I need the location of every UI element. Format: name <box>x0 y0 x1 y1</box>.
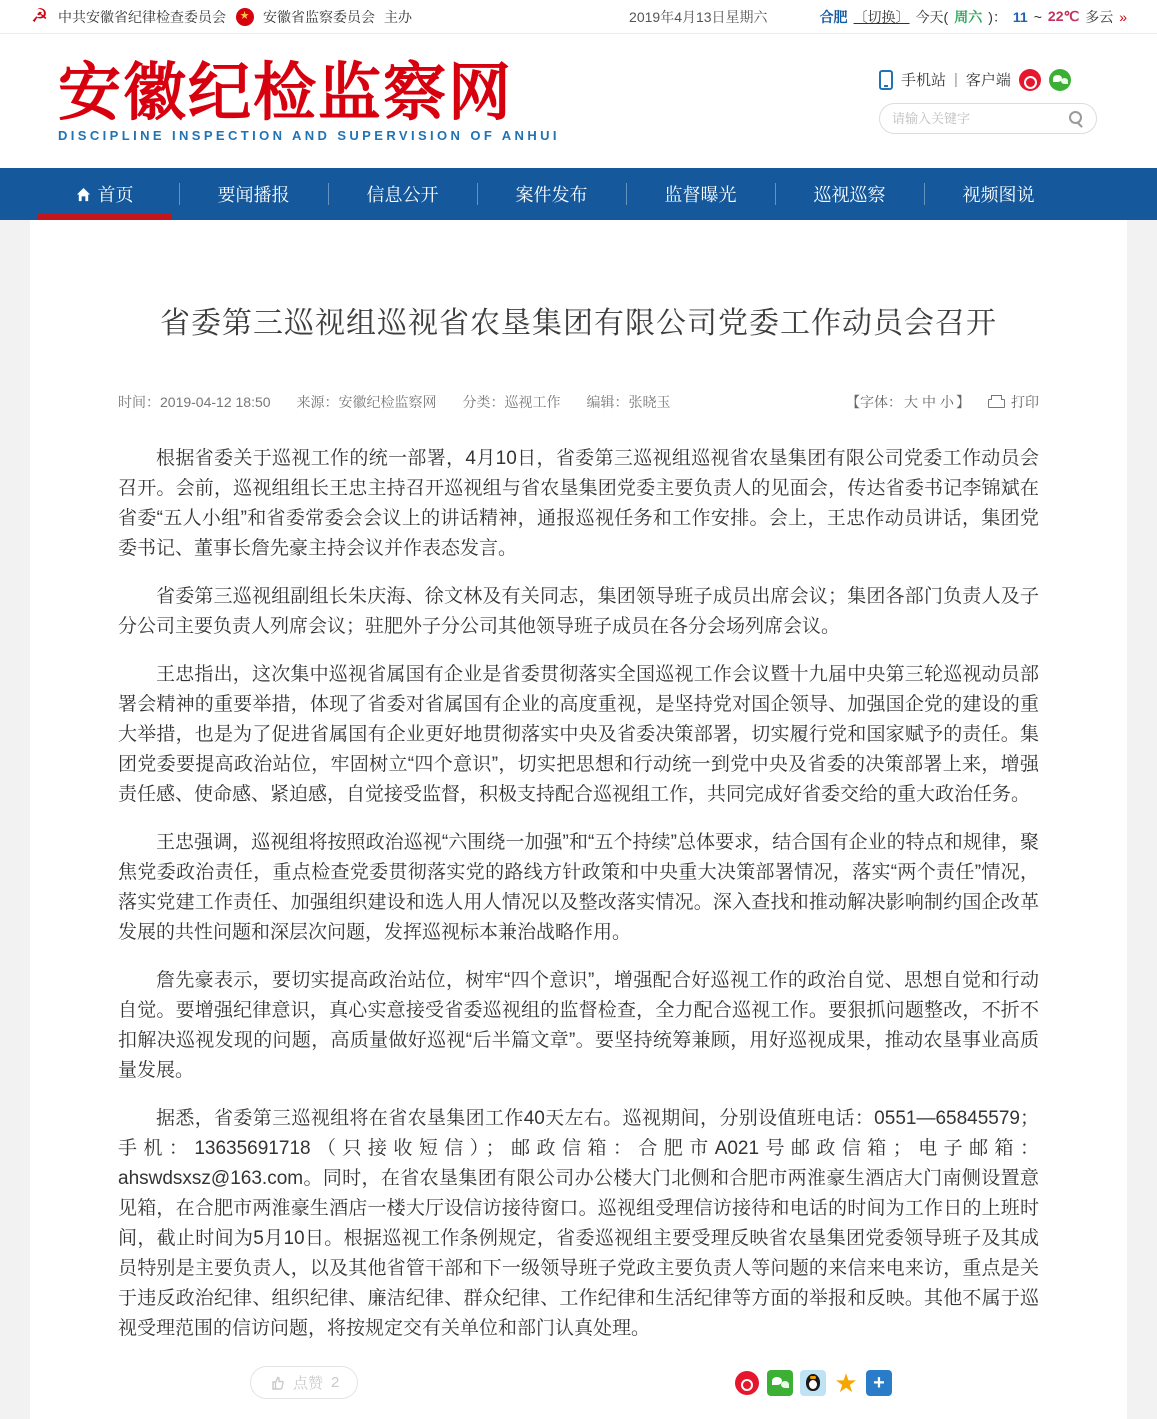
article-footer <box>118 1366 1039 1399</box>
mobile-site-link[interactable]: 手机站 <box>901 72 947 89</box>
org1-label: 中共安徽省纪律检查委员会 <box>58 8 226 25</box>
meta-time: 时间：2019-04-12 18:50 <box>118 394 271 410</box>
weather-condition: 多云 <box>1085 8 1114 25</box>
font-size-large[interactable]: 大 <box>904 394 918 410</box>
city-switch-link[interactable]: 〔切换〕 <box>853 8 910 25</box>
font-size-medium[interactable]: 中 <box>922 394 936 410</box>
paragraph: 根据省委关于巡视工作的统一部署，4月10日，省委第三巡视组巡视省农垦集团有限公司党委工作动员会召开。会前，巡视组组长王忠主持召开巡视组与省农垦集团党委主要负责人的见面会，传达省委书记李锦斌在省委“五人小组”和省委常委会会议上的讲话精神，通报巡视任务和工作安排。会上，王忠作动员讲话，集团党委书记、董事长詹先豪主持会议并作表态发言。 <box>118 448 1039 559</box>
weibo-icon[interactable] <box>1019 69 1041 91</box>
meta-category: 分类：巡视工作 <box>462 394 561 410</box>
article-body <box>118 444 1039 1344</box>
paragraph: 王忠指出，这次集中巡视省属国有企业是省委贯彻落实全国巡视工作会议暨十九届中央第三轮巡视动员部署会精神的重要举措，体现了省委对省属国有企业的高度重视，是坚持党对国企领导、加强国企党的建设的重大举措，也是为了促进省属国有企业更好地贯彻落实中央及省委决策部署，切实履行党和国家赋予的责任。集团党委要提高政治站位，牢固树立“四个意识”，切实把思想和行动统一到党中央及省委的决策部署上来，增强责任感、使命感、紧迫感，自觉接受监督，积极支持配合巡视组工作，共同完成好省委交给的重大政治任务。 <box>118 664 1039 805</box>
font-size-small[interactable]: 小 <box>940 394 954 410</box>
share-wechat-icon[interactable] <box>767 1370 793 1396</box>
top-utility-bar <box>0 0 1157 34</box>
site-header <box>0 34 1157 168</box>
quick-links-divider: | <box>954 71 958 88</box>
meta-editor: 编辑：张晓玉 <box>586 394 671 410</box>
like-label: 点赞 <box>293 1375 324 1392</box>
like-count: 2 <box>331 1374 340 1391</box>
site-title: 安徽纪检监察网 <box>58 54 513 129</box>
home-icon <box>76 187 91 202</box>
like-button[interactable] <box>250 1366 358 1399</box>
temp-high: 22℃ <box>1047 8 1080 24</box>
font-ctl-open: 【字体： <box>846 394 902 410</box>
site-logo[interactable] <box>58 54 560 144</box>
share-qq-icon[interactable] <box>800 1370 826 1396</box>
nav-item-home[interactable]: 首页 <box>30 168 179 220</box>
article-meta <box>118 392 671 412</box>
font-ctl-close: 】 <box>956 394 970 410</box>
search-box <box>879 103 1097 134</box>
site-subtitle: DISCIPLINE INSPECTION AND SUPERVISION OF ANHUI <box>58 128 560 144</box>
share-weibo-icon[interactable] <box>734 1370 760 1396</box>
print-button[interactable]: 打印 <box>988 392 1039 412</box>
paragraph: 王忠强调，巡视组将按照政治巡视“六围绕一加强”和“五个持续”总体要求，结合国有企业的特点和规律，聚焦党委政治责任，重点检查党委贯彻落实党的路线方针政策和中央重大决策部署情况，落实“两个责任”情况，落实党建工作责任、加强组织建设和选人用人情况以及整改落实情况。深入查找和推动解决影响制约国企改革发展的共性问题和深层次问题，发挥巡视标本兼治战略作用。 <box>118 832 1039 943</box>
share-qzone-icon[interactable]: ★ <box>834 1367 858 1398</box>
date-label: 2019年4月13日星期六 <box>629 8 768 25</box>
today-prefix: 今天( <box>915 8 949 25</box>
article-title: 省委第三巡视组巡视省农垦集团有限公司党委工作动员会召开 <box>160 307 997 340</box>
nav-item-video-gallery[interactable]: 视频图说 <box>924 168 1073 220</box>
quick-links <box>879 69 1071 91</box>
nav-item-news[interactable]: 要闻播报 <box>179 168 328 220</box>
thumb-up-icon <box>269 1375 285 1391</box>
paragraph: 詹先豪表示，要切实提高政治站位，树牢“四个意识”，增强配合好巡视工作的政治自觉、思想自觉和行动自觉。要增强纪律意识，真心实意接受省委巡视组的监督检查，全力配合巡视工作。要狠抓问题整改，不折不扣解决巡视发现的问题，高质量做好巡视“后半篇文章”。要坚持统筹兼顾，用好巡视成果，推动农垦事业高质量发展。 <box>118 970 1039 1081</box>
city-label: 合肥 <box>819 8 848 25</box>
weather-more-arrow[interactable]: » <box>1119 8 1127 25</box>
host-suffix-label: 主办 <box>384 8 412 25</box>
nav-item-supervision-exposure[interactable]: 监督曝光 <box>626 168 775 220</box>
mobile-phone-icon <box>879 70 893 90</box>
search-icon[interactable] <box>1068 110 1084 126</box>
today-suffix: )： <box>988 8 1007 25</box>
article-tools <box>846 392 1039 412</box>
host-orgs <box>30 7 412 27</box>
header-tools <box>879 69 1097 134</box>
main-nav <box>0 168 1157 220</box>
client-app-link[interactable]: 客户端 <box>965 72 1011 89</box>
font-size-controls <box>846 392 970 412</box>
nav-item-case-release[interactable]: 案件发布 <box>477 168 626 220</box>
date-weather-bar <box>629 7 1127 27</box>
article-container <box>30 220 1127 1419</box>
share-icons <box>734 1367 892 1398</box>
nav-item-inspection-tour[interactable]: 巡视巡察 <box>775 168 924 220</box>
temp-low: 11 <box>1012 8 1028 25</box>
meta-source: 来源：安徽纪检监察网 <box>296 394 437 410</box>
printer-icon <box>988 395 1005 409</box>
party-emblem-icon: ☭ <box>30 5 49 27</box>
temp-tilde: ~ <box>1033 8 1042 25</box>
paragraph: 省委第三巡视组副组长朱庆海、徐文林及有关同志，集团领导班子成员出席会议；集团各部门负责人及子分公司主要负责人列席会议；驻肥外子分公司其他领导班子成员在各分会场列席会议。 <box>118 586 1039 637</box>
article-meta-row <box>118 392 1039 412</box>
share-more-icon[interactable]: + <box>866 1370 892 1396</box>
search-input[interactable] <box>892 111 1068 126</box>
nav-item-info-disclosure[interactable]: 信息公开 <box>328 168 477 220</box>
org2-label: 安徽省监察委员会 <box>263 8 375 25</box>
content-wrap <box>0 220 1157 1419</box>
paragraph: 据悉，省委第三巡视组将在省农垦集团工作40天左右。巡视期间，分别设值班电话：0551—65845579；手机：13635691718（只接收短信）；邮政信箱：合肥市A021号邮政信箱；电子邮箱：ahswdsxsz@163.com。同时，在省农垦集团有限公司办公楼大门北侧和合肥市两淮豪生酒店大门南侧设置意见箱，在合肥市两淮豪生酒店一楼大厅设信访接待窗口。巡视组受理信访接待和电话的时间为工作日的上班时间，截止时间为5月10日。根据巡视工作条例规定，省委巡视组主要受理反映省农垦集团党委领导班子及其成员特别是主要负责人，以及其他省管干部和下一级领导班子党政主要负责人等问题的来信来电来访，重点是关于违反政治纪律、组织纪律、廉洁纪律、群众纪律、工作纪律和生活纪律等方面的举报和反映。其他不属于巡视受理范围的信访问题，将按规定交有关单位和部门认真处理。 <box>118 1108 1039 1339</box>
wechat-icon[interactable] <box>1049 69 1071 91</box>
weekday-label: 周六 <box>954 8 983 25</box>
national-emblem-icon: ★ <box>235 7 254 26</box>
